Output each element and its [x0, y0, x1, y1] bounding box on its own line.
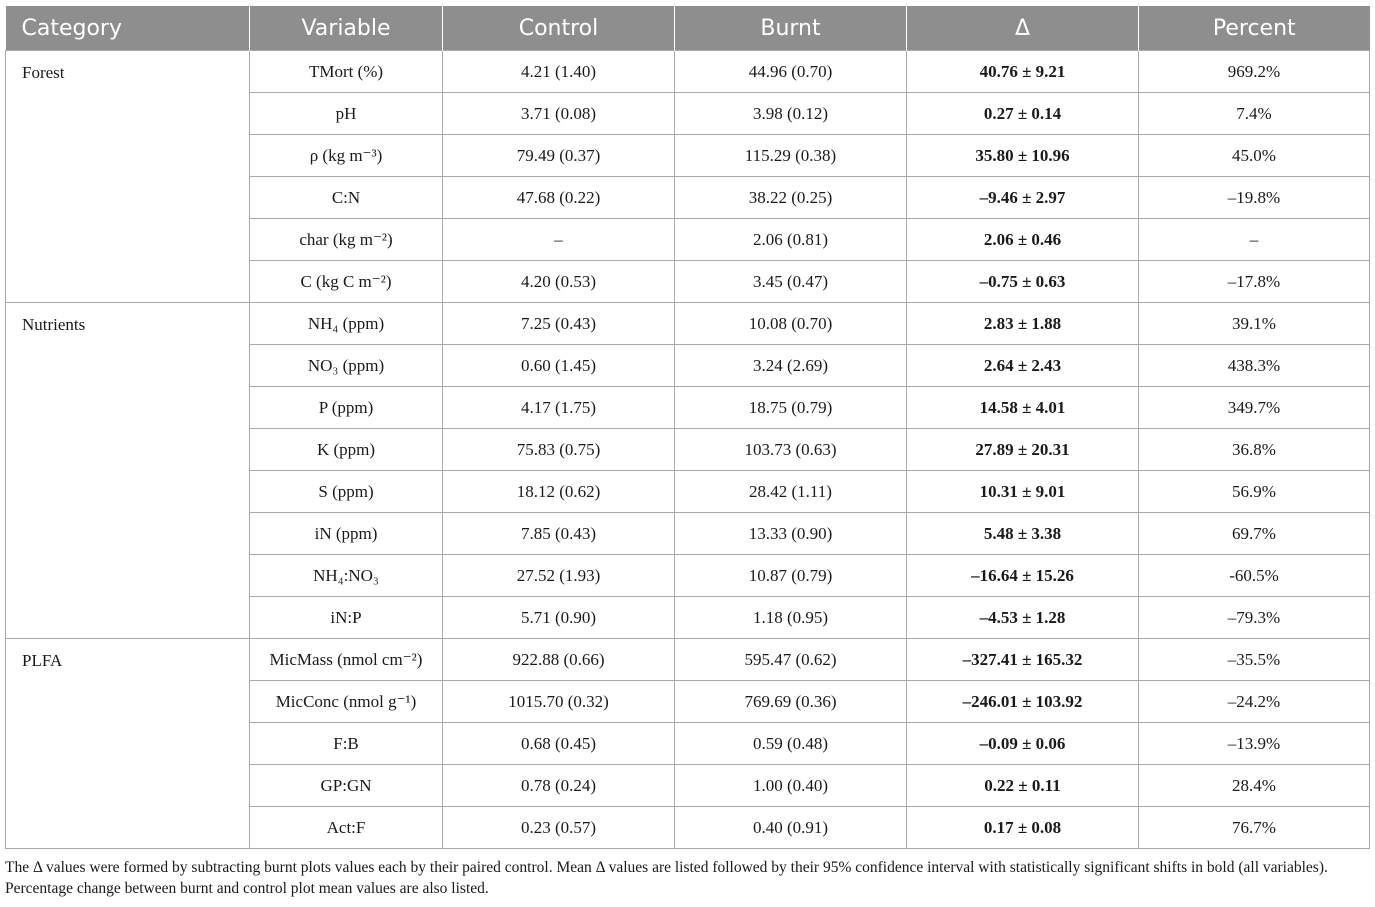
- variable-cell: iN:P: [250, 597, 443, 639]
- delta-cell: –0.09 ± 0.06: [907, 723, 1139, 765]
- delta-cell: –327.41 ± 165.32: [907, 639, 1139, 681]
- burnt-cell: 10.08 (0.70): [675, 303, 907, 345]
- burnt-cell: 115.29 (0.38): [675, 135, 907, 177]
- burnt-cell: 103.73 (0.63): [675, 429, 907, 471]
- variable-cell: S (ppm): [250, 471, 443, 513]
- percent-cell: 438.3%: [1139, 345, 1370, 387]
- delta-cell: –4.53 ± 1.28: [907, 597, 1139, 639]
- delta-cell: 2.06 ± 0.46: [907, 219, 1139, 261]
- variable-cell: Act:F: [250, 807, 443, 849]
- percent-cell: 349.7%: [1139, 387, 1370, 429]
- variable-cell: ρ (kg m⁻³): [250, 135, 443, 177]
- percent-cell: 76.7%: [1139, 807, 1370, 849]
- burnt-cell: 769.69 (0.36): [675, 681, 907, 723]
- variable-cell: MicConc (nmol g⁻¹): [250, 681, 443, 723]
- percent-cell: 7.4%: [1139, 93, 1370, 135]
- percent-cell: –24.2%: [1139, 681, 1370, 723]
- delta-cell: 35.80 ± 10.96: [907, 135, 1139, 177]
- percent-cell: –17.8%: [1139, 261, 1370, 303]
- variable-cell: NH₄:NO₃: [250, 555, 443, 597]
- control-cell: 5.71 (0.90): [443, 597, 675, 639]
- variable-cell: C (kg C m⁻²): [250, 261, 443, 303]
- percent-cell: 69.7%: [1139, 513, 1370, 555]
- variable-cell: P (ppm): [250, 387, 443, 429]
- percent-cell: –35.5%: [1139, 639, 1370, 681]
- burnt-cell: 13.33 (0.90): [675, 513, 907, 555]
- results-table: [5, 6, 1370, 849]
- delta-cell: 10.31 ± 9.01: [907, 471, 1139, 513]
- percent-cell: 28.4%: [1139, 765, 1370, 807]
- control-cell: –: [443, 219, 675, 261]
- control-cell: 27.52 (1.93): [443, 555, 675, 597]
- control-cell: 7.85 (0.43): [443, 513, 675, 555]
- table-body: [6, 51, 1370, 849]
- burnt-cell: 3.45 (0.47): [675, 261, 907, 303]
- delta-cell: 14.58 ± 4.01: [907, 387, 1139, 429]
- category-cell: Forest: [6, 51, 250, 303]
- control-cell: 0.60 (1.45): [443, 345, 675, 387]
- column-header-control: Control: [443, 6, 675, 51]
- category-cell: PLFA: [6, 639, 250, 849]
- control-cell: 0.78 (0.24): [443, 765, 675, 807]
- control-cell: 922.88 (0.66): [443, 639, 675, 681]
- burnt-cell: 595.47 (0.62): [675, 639, 907, 681]
- column-header-delta: Δ: [907, 6, 1139, 51]
- burnt-cell: 2.06 (0.81): [675, 219, 907, 261]
- burnt-cell: 1.00 (0.40): [675, 765, 907, 807]
- category-cell: Nutrients: [6, 303, 250, 639]
- delta-cell: 0.17 ± 0.08: [907, 807, 1139, 849]
- delta-cell: 0.22 ± 0.11: [907, 765, 1139, 807]
- delta-cell: –246.01 ± 103.92: [907, 681, 1139, 723]
- burnt-cell: 0.40 (0.91): [675, 807, 907, 849]
- burnt-cell: 1.18 (0.95): [675, 597, 907, 639]
- table-footnote: The Δ values were formed by subtracting burnt plots values each by their paired control. Mean Δ values are listed followed by their 95% confidence interval with statistically significant shifts in bold (all variables). Percentage change between burnt and control plot mean values are also listed.: [5, 859, 1328, 897]
- percent-cell: –79.3%: [1139, 597, 1370, 639]
- burnt-cell: 18.75 (0.79): [675, 387, 907, 429]
- percent-cell: -60.5%: [1139, 555, 1370, 597]
- control-cell: 0.68 (0.45): [443, 723, 675, 765]
- control-cell: 18.12 (0.62): [443, 471, 675, 513]
- control-cell: 0.23 (0.57): [443, 807, 675, 849]
- variable-cell: NO₃ (ppm): [250, 345, 443, 387]
- percent-cell: 969.2%: [1139, 51, 1370, 93]
- control-cell: 4.20 (0.53): [443, 261, 675, 303]
- percent-cell: 39.1%: [1139, 303, 1370, 345]
- column-header-burnt: Burnt: [675, 6, 907, 51]
- control-cell: 1015.70 (0.32): [443, 681, 675, 723]
- percent-cell: –13.9%: [1139, 723, 1370, 765]
- percent-cell: 36.8%: [1139, 429, 1370, 471]
- control-cell: 4.17 (1.75): [443, 387, 675, 429]
- control-cell: 47.68 (0.22): [443, 177, 675, 219]
- percent-cell: –: [1139, 219, 1370, 261]
- column-header-percent: Percent: [1139, 6, 1370, 51]
- variable-cell: pH: [250, 93, 443, 135]
- variable-cell: C:N: [250, 177, 443, 219]
- table-row: [6, 303, 1370, 345]
- variable-cell: char (kg m⁻²): [250, 219, 443, 261]
- burnt-cell: 0.59 (0.48): [675, 723, 907, 765]
- delta-cell: –9.46 ± 2.97: [907, 177, 1139, 219]
- variable-cell: TMort (%): [250, 51, 443, 93]
- percent-cell: 56.9%: [1139, 471, 1370, 513]
- variable-cell: K (ppm): [250, 429, 443, 471]
- control-cell: 75.83 (0.75): [443, 429, 675, 471]
- table-row: [6, 51, 1370, 93]
- burnt-cell: 38.22 (0.25): [675, 177, 907, 219]
- column-header-category: Category: [6, 6, 250, 51]
- variable-cell: GP:GN: [250, 765, 443, 807]
- data-table-container: [5, 6, 1369, 849]
- percent-cell: 45.0%: [1139, 135, 1370, 177]
- burnt-cell: 3.24 (2.69): [675, 345, 907, 387]
- delta-cell: 0.27 ± 0.14: [907, 93, 1139, 135]
- variable-cell: NH₄ (ppm): [250, 303, 443, 345]
- delta-cell: –16.64 ± 15.26: [907, 555, 1139, 597]
- column-header-variable: Variable: [250, 6, 443, 51]
- control-cell: 3.71 (0.08): [443, 93, 675, 135]
- delta-cell: 2.64 ± 2.43: [907, 345, 1139, 387]
- burnt-cell: 44.96 (0.70): [675, 51, 907, 93]
- burnt-cell: 28.42 (1.11): [675, 471, 907, 513]
- delta-cell: 2.83 ± 1.88: [907, 303, 1139, 345]
- variable-cell: F:B: [250, 723, 443, 765]
- burnt-cell: 10.87 (0.79): [675, 555, 907, 597]
- delta-cell: 27.89 ± 20.31: [907, 429, 1139, 471]
- burnt-cell: 3.98 (0.12): [675, 93, 907, 135]
- control-cell: 4.21 (1.40): [443, 51, 675, 93]
- header-row: [6, 6, 1370, 51]
- variable-cell: iN (ppm): [250, 513, 443, 555]
- percent-cell: –19.8%: [1139, 177, 1370, 219]
- delta-cell: –0.75 ± 0.63: [907, 261, 1139, 303]
- delta-cell: 40.76 ± 9.21: [907, 51, 1139, 93]
- control-cell: 79.49 (0.37): [443, 135, 675, 177]
- delta-cell: 5.48 ± 3.38: [907, 513, 1139, 555]
- table-row: [6, 639, 1370, 681]
- variable-cell: MicMass (nmol cm⁻²): [250, 639, 443, 681]
- control-cell: 7.25 (0.43): [443, 303, 675, 345]
